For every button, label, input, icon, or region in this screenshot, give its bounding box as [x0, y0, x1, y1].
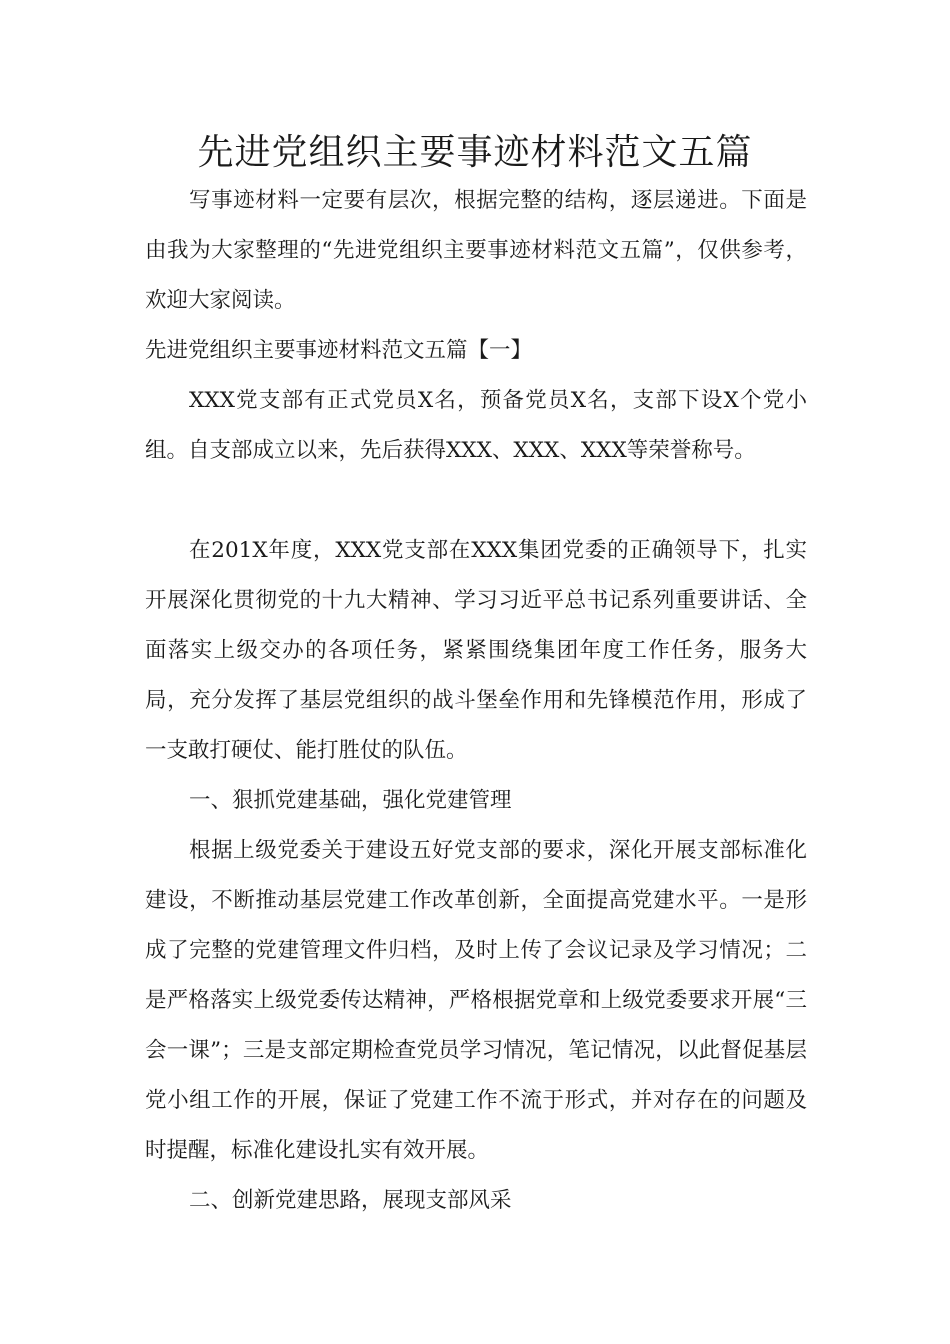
section-heading-2: 二、创新党建思路，展现支部风采 [189, 1188, 512, 1213]
intro-paragraph: 写事迹材料一定要有层次，根据完整的结构，逐层递进。下面是由我为大家整理的“先进党组织主要事迹材料范文五篇”，仅供参考，欢迎大家阅读。 [145, 188, 807, 313]
section-heading-1: 一、狠抓党建基础，强化党建管理 [189, 788, 512, 813]
section-subtitle-1: 先进党组织主要事迹材料范文五篇【一】 [145, 338, 533, 363]
paragraph-branch-overview: XXX党支部有正式党员X名，预备党员X名，支部下设X个党小组。自支部成立以来，先后获得XXX、XXX、XXX等荣誉称号。 [145, 388, 807, 463]
paragraph-annual-work: 在201X年度，XXX党支部在XXX集团党委的正确领导下，扎实开展深化贯彻党的十九大精神、学习习近平总书记系列重要讲话、全面落实上级交办的各项任务，紧紧围绕集团年度工作任务，服务大局，充分发挥了基层党组织的战斗堡垒作用和先锋模范作用，形成了一支敢打硬仗、能打胜仗的队伍。 [145, 538, 807, 763]
document-title: 先进党组织主要事迹材料范文五篇 [197, 132, 753, 173]
paragraph-party-building-management: 根据上级党委关于建设五好党支部的要求，深化开展支部标准化建设，不断推动基层党建工作改革创新，全面提高党建水平。一是形成了完整的党建管理文件归档，及时上传了会议记录及学习情况；二是严格落实上级党委传达精神，严格根据党章和上级党委要求开展“三会一课”；三是支部定期检查党员学习情况，笔记情况，以此督促基层党小组工作的开展，保证了党建工作不流于形式，并对存在的问题及时提醒，标准化建设扎实有效开展。 [145, 838, 807, 1163]
